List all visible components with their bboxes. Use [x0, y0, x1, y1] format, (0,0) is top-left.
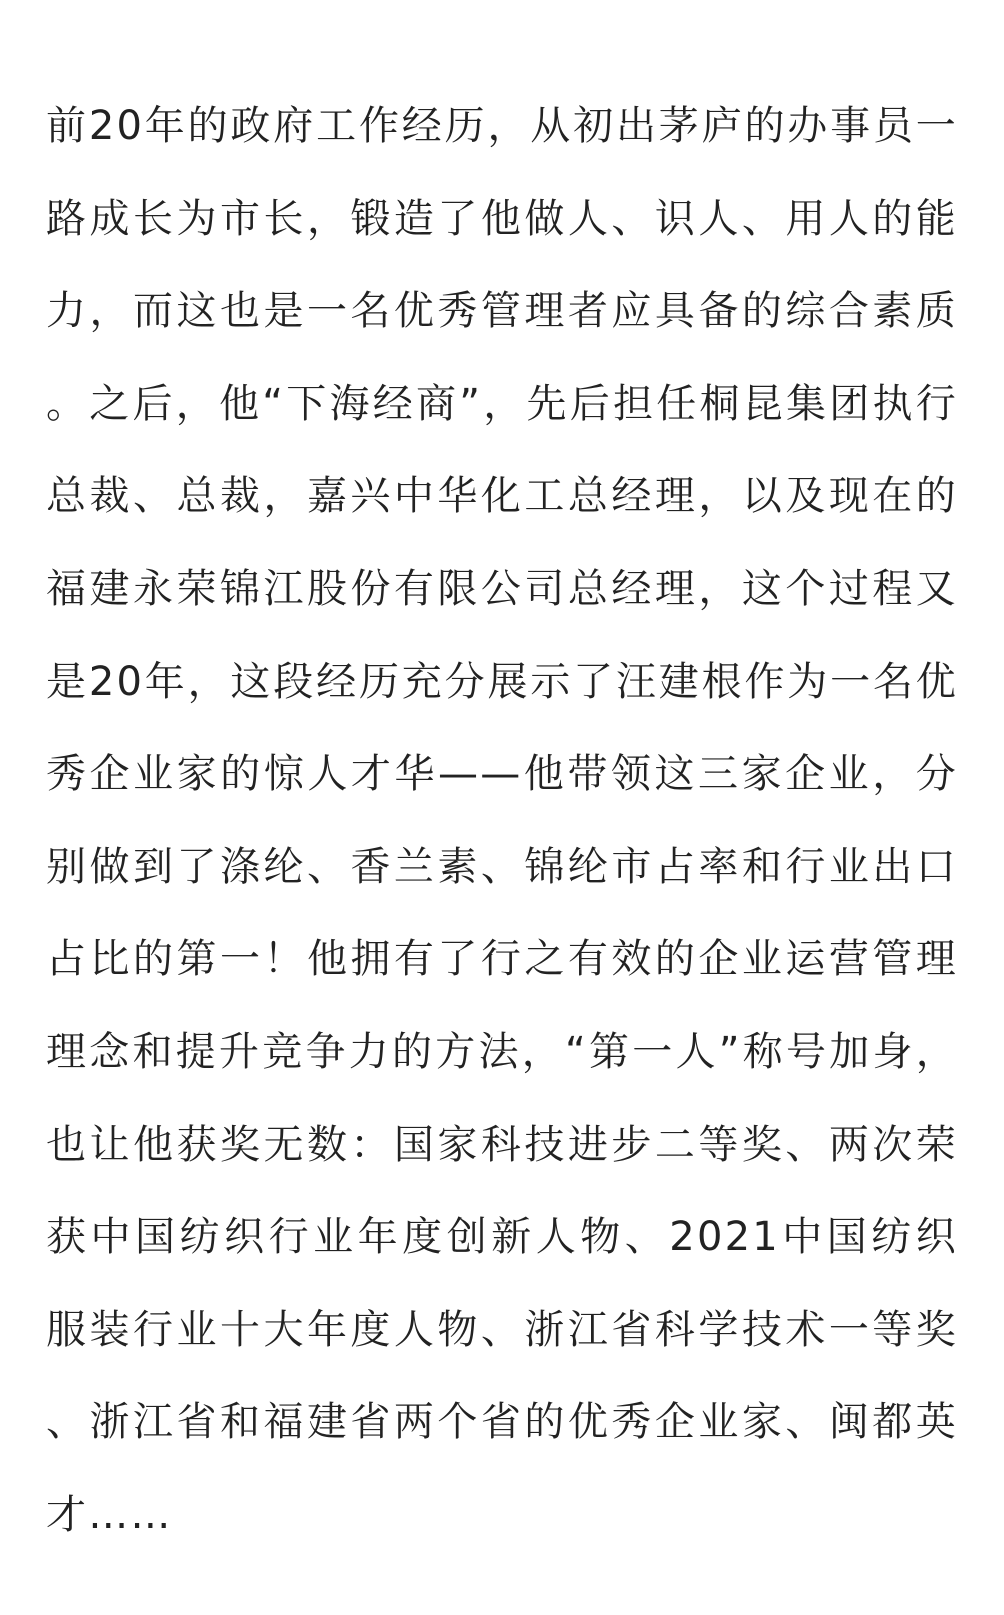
article-paragraph: 前20年的政府工作经历，从初出茅庐的办事员一路成长为市长，锻造了他做人、识人、用人的能力，而这也是一名优秀管理者应具备的综合素质。之后，他“下海经商”，先后担任桐昆集团执行总裁、总裁，嘉兴中华化工总经理，以及现在的福建永荣锦江股份有限公司总经理，这个过程又是20年，这段经历充分展示了汪建根作为一名优秀企业家的惊人才华——他带领这三家企业，分别做到了涤纶、香兰素、锦纶市占率和行业出口占比的第一！他拥有了行之有效的企业运营管理理念和提升竞争力的方法，“第一人”称号加身，也让他获奖无数：国家科技进步二等奖、两次荣获中国纺织行业年度创新人物、2021中国纺织服装行业十大年度人物、浙江省科学技术一等奖、浙江省和福建省两个省的优秀企业家、闽都英才……: [46, 103, 958, 1538]
